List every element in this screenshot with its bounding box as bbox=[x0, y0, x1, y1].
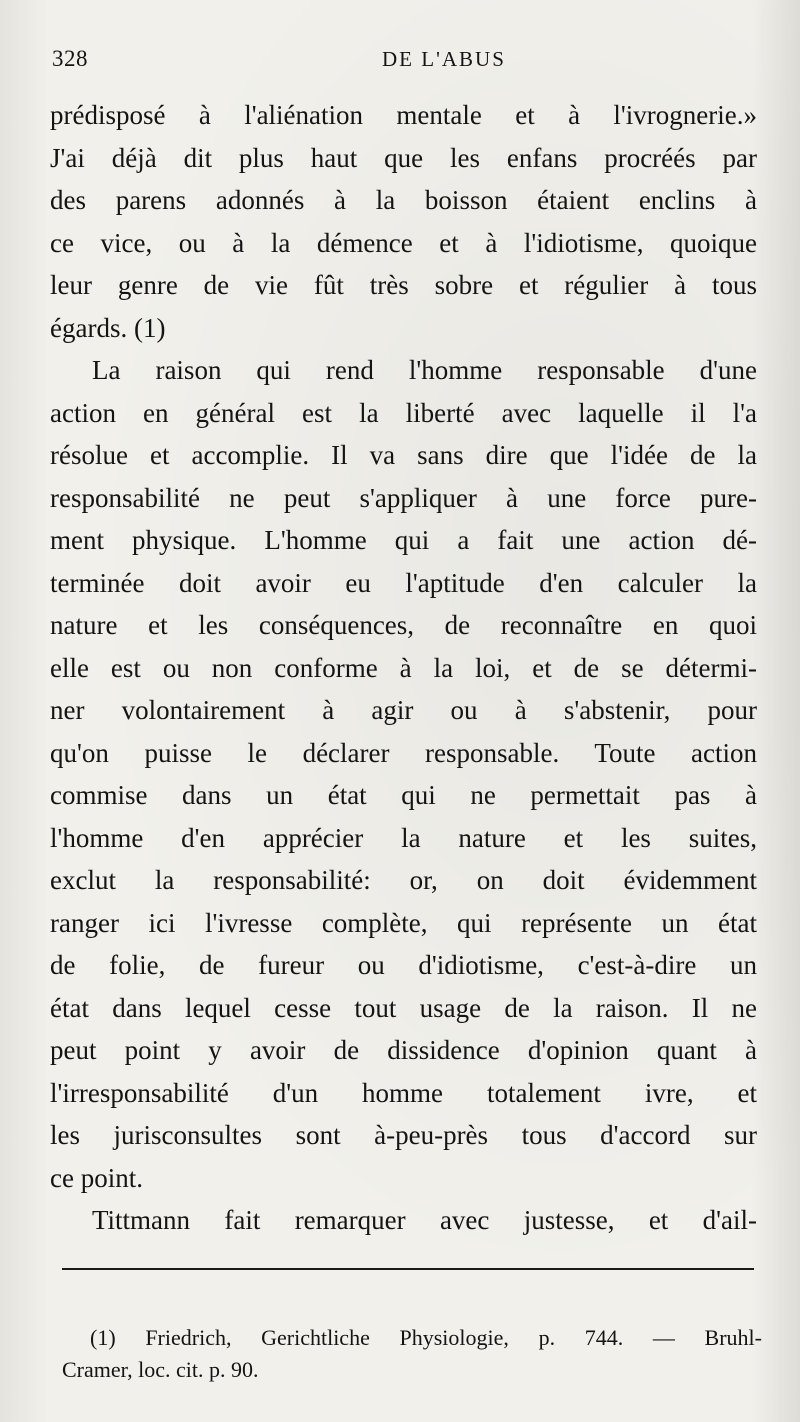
text-line: peut point y avoir de dissidence d'opinion quant à bbox=[50, 1035, 757, 1065]
text-line: ce point. bbox=[50, 1162, 143, 1193]
text-line: ner volontairement à agir ou à s'abstenir, pour bbox=[50, 695, 757, 725]
text-line: ranger ici l'ivresse complète, qui représente un état bbox=[50, 907, 757, 938]
text-line: responsabilité ne peut s'appliquer à une force pure- bbox=[50, 482, 757, 513]
text-line: résolue et accomplie. Il va sans dire que l'idée de la bbox=[50, 440, 757, 470]
text-line: action en général est la liberté avec laquelle il l'a bbox=[50, 397, 757, 428]
text-line: l'homme d'en apprécier la nature et les suites, bbox=[50, 822, 757, 853]
text-line: l'irresponsabilité d'un homme totalement ivre, et bbox=[50, 1077, 757, 1108]
text-line: qu'on puisse le déclarer responsable. Toute action bbox=[50, 737, 757, 768]
footnote-line: Cramer, loc. cit. p. 90. bbox=[62, 1357, 259, 1382]
footnote-line: (1) Friedrich, Gerichtliche Physiologie, p. 744. — Bruhl- bbox=[90, 1325, 762, 1350]
body-text bbox=[50, 94, 757, 1242]
page-header bbox=[52, 46, 752, 76]
text-line: de folie, de fureur ou d'idiotisme, c'est-à-dire un bbox=[50, 950, 757, 980]
text-line: Tittmann fait remarquer avec justesse, et d'ail- bbox=[92, 1205, 757, 1235]
text-line: ment physique. L'homme qui a fait une action dé- bbox=[50, 525, 757, 555]
footnote-divider bbox=[62, 1268, 754, 1270]
text-line: commise dans un état qui ne permettait pas à bbox=[50, 780, 757, 810]
text-line: La raison qui rend l'homme responsable d'une bbox=[92, 355, 757, 385]
text-line: terminée doit avoir eu l'aptitude d'en calculer la bbox=[50, 567, 757, 598]
text-line: des parens adonnés à la boisson étaient enclins à bbox=[50, 185, 757, 215]
text-line: nature et les conséquences, de reconnaître en quoi bbox=[50, 610, 757, 640]
running-head: DE L'ABUS bbox=[382, 47, 506, 71]
footnotes bbox=[62, 1322, 762, 1386]
text-line: leur genre de vie fût très sobre et régulier à tous bbox=[50, 270, 757, 300]
text-line: prédisposé à l'aliénation mentale et à l'ivrognerie.» bbox=[50, 100, 757, 130]
text-line: état dans lequel cesse tout usage de la raison. Il ne bbox=[50, 992, 757, 1023]
text-line: égards. (1) bbox=[50, 312, 166, 343]
text-line: elle est ou non conforme à la loi, et de se détermi- bbox=[50, 652, 757, 683]
text-line: J'ai déjà dit plus haut que les enfans procréés par bbox=[50, 142, 757, 173]
text-line: ce vice, ou à la démence et à l'idiotisme, quoique bbox=[50, 227, 757, 258]
page-number: 328 bbox=[52, 46, 88, 71]
text-line: les jurisconsultes sont à-peu-près tous d'accord sur bbox=[50, 1120, 757, 1150]
text-line: exclut la responsabilité: or, on doit évidemment bbox=[50, 865, 757, 895]
